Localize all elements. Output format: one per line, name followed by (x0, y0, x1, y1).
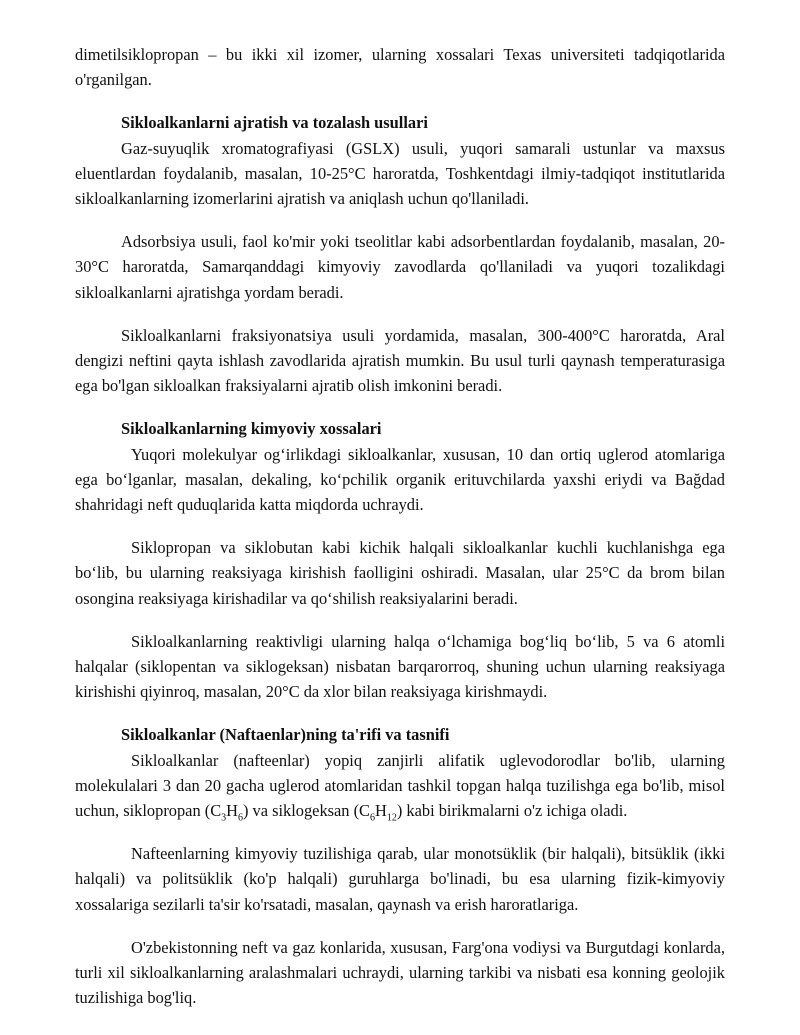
paragraph-gslx: Gaz-suyuqlik xromatografiyasi (GSLX) usuli, yuqori samarali ustunlar va maxsus eluentlardan foydalanib, masalan, 10-25°C haroratda, Toshkentdagi ilmiy-tadqiqot institutlarida sikloalkanlarning izomerlarini ajratish va aniqlash uchun qo'llaniladi. (75, 138, 725, 209)
definition-text-d: H (375, 801, 387, 821)
paragraph-high-molecular: Yuqori molekulyar og‘irlikdagi sikloalkanlar, xususan, 10 dan ortiq uglerod atomlariga ega bo‘lganlar, masalan, dekaling, ko‘pchilik organik erituvchilarda yaxshi eriydi va Bağdad shahridagi neft quduqlarida katta miqdorda uchraydi. (75, 444, 725, 515)
document-page (75, 42, 725, 1011)
section-heading-separation: Sikloalkanlarni ajratish va tozalash usullari (121, 113, 428, 133)
definition-text-e: ) kabi birikmalarni o'z ichiga oladi. (396, 801, 628, 821)
definition-text-c: ) va siklogeksan (C (242, 801, 370, 821)
subscript: 3 (221, 812, 227, 824)
paragraph-adsorption: Adsorbsiya usuli, faol ko'mir yoki tseolitlar kabi adsorbentlardan foydalanib, masalan, 20-30°C haroratda, Samarqanddagi kimyoviy zavodlarda qo'llaniladi va yuqori tozalikdagi sikloalkanlarni ajratishga yordam beradi. (75, 232, 725, 302)
paragraph-definition (75, 748, 725, 824)
subscript: 6 (237, 812, 243, 824)
subscript: 6 (370, 812, 375, 824)
paragraph-uzbekistan-deposits: O'zbekistonning neft va gaz konlarida, xususan, Farg'ona vodiysi va Burgutdagi konlarda, turli xil sikloalkanlarning aralashmalari uchraydi, ularning tarkibi va nisbati esa konning geolojik tuzilishiga bog'liq. (75, 937, 725, 1008)
section-heading-definition: Sikloalkanlar (Naftaenlar)ning ta'rifi va tasnifi (121, 725, 450, 745)
paragraph-classification: Nafteenlarning kimyoviy tuzilishiga qarab, ular monotsüklik (bir halqali), bitsüklik (ikki halqali) va politsüklik (ko'p halqali) guruhlarga bo'linadi, bu esa ularning fizik-kimyoviy xossalariga sezilarli ta'sir ko'rsatadi, masalan, qaynash va erish haroratlariga. (75, 844, 725, 914)
paragraph-small-rings: Siklopropan va siklobutan kabi kichik halqali sikloalkanlar kuchli kuchlanishga ega bo‘lib, bu ularning reaksiyaga kirishish faolligini oshiradi. Masalan, ular 25°C da brom bilan osongina reaksiyaga kirishadilar va qo‘shilish reaksiyalarini beradi. (75, 538, 725, 608)
section-heading-chemical-properties: Sikloalkanlarning kimyoviy xossalari (121, 419, 382, 439)
paragraph-reactivity: Sikloalkanlarning reaktivligi ularning halqa o‘lchamiga bog‘liq bo‘lib, 5 va 6 atomli halqalar (siklopentan va siklogeksan) nisbatan barqarorroq, shuning uchun ularning reaksiyaga kirishishi qiyinroq, masalan, 20°C da xlor bilan reaksiyaga kirishmaydi. (75, 631, 725, 702)
subscript: 12 (386, 812, 397, 824)
definition-text-b: H (226, 801, 238, 821)
paragraph-fractionation: Sikloalkanlarni fraksiyonatsiya usuli yordamida, masalan, 300-400°C haroratda, Aral dengizi neftini qayta ishlash zavodlarida ajratish mumkin. Bu usul turli qaynash temperaturasiga ega bo'lgan sikloalkan fraksiyalarni ajratib olish imkonini beradi. (75, 325, 725, 396)
intro-paragraph: dimetilsiklopropan – bu ikki xil izomer, ularning xossalari Texas universiteti tadqiqotlarida o'rganilgan. (75, 45, 725, 90)
definition-text-a: Sikloalkanlar (nafteenlar) yopiq zanjirli alifatik uglevodorodlar bo'lib, ularning molekulalari 3 dan 20 gacha uglerod atomlaridan tashkil topgan halqa tuzilishga ega bo'lib, misol uchun, siklopropan (C (75, 750, 725, 821)
